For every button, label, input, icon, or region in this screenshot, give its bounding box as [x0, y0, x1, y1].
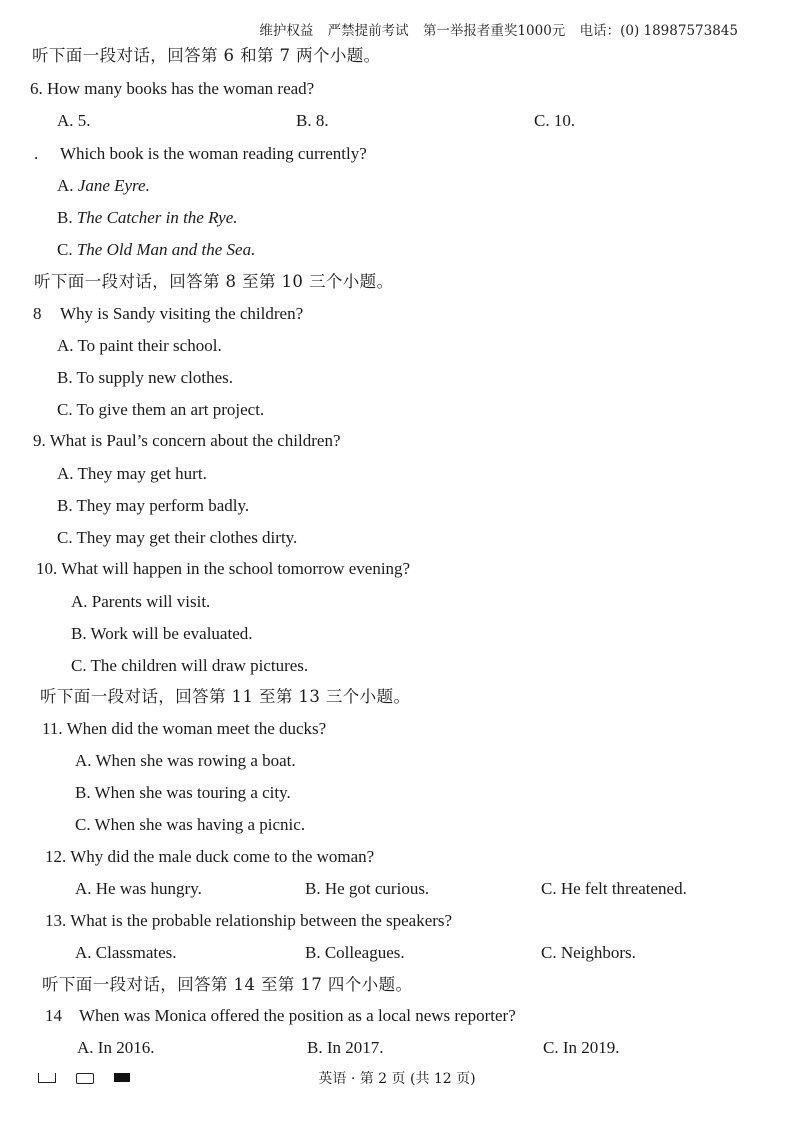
header-item: 严禁提前考试 [327, 23, 409, 39]
option-c: C. The children will draw pictures. [71, 656, 309, 675]
option-label: B. [57, 208, 73, 227]
option-a: A. He was hungry. [75, 879, 202, 898]
question-number: 8 [33, 304, 42, 323]
option-c: C. They may get their clothes dirty. [57, 528, 298, 547]
option-c [57, 240, 255, 260]
question-9 [33, 431, 341, 451]
option-a: A. Classmates. [75, 943, 177, 962]
question-text: What is the probable relationship between the speakers? [70, 911, 453, 930]
option-b: B. In 2017. [307, 1038, 384, 1057]
question-14 [45, 1006, 516, 1026]
question-text: When did the woman meet the ducks? [66, 719, 327, 738]
option-a: A. In 2016. [77, 1038, 155, 1057]
question-text: Which book is the woman reading currently? [59, 144, 367, 163]
question-number: 12. [45, 847, 67, 866]
header-item: 维护权益 [259, 23, 314, 39]
page-header [249, 19, 738, 39]
option-b: B. They may perform badly. [57, 496, 250, 515]
question-number: 10. [36, 559, 58, 578]
option-c: C. Neighbors. [541, 943, 636, 962]
header-item: 电话：(0) 18987573845 [579, 23, 738, 39]
question-text: Why did the male duck come to the woman? [70, 847, 375, 866]
question-number: 9. [33, 431, 46, 450]
option-c: C. When she was having a picnic. [75, 815, 306, 834]
option-a: A. To paint their school. [57, 336, 222, 355]
option-c: C. He felt threatened. [541, 879, 687, 898]
question-text: What is Paul’s concern about the children? [49, 431, 341, 450]
option-b: B. When she was touring a city. [75, 783, 291, 802]
option-text: Jane Eyre. [77, 176, 150, 195]
question-number: . [34, 144, 39, 163]
option-b: B. To supply new clothes. [57, 368, 234, 387]
section-instruction: 听下面一段对话，回答第 11 至第 13 三个小题。 [40, 687, 411, 706]
question-12 [45, 847, 374, 867]
option-a: A. 5. [57, 111, 91, 130]
section-instruction: 听下面一段对话，回答第 8 至第 10 三个小题。 [34, 272, 394, 291]
option-c: C. To give them an art project. [57, 400, 265, 419]
option-a: A. When she was rowing a boat. [75, 751, 296, 770]
option-label: A. [57, 176, 74, 195]
option-b: B. He got curious. [305, 879, 430, 898]
option-b [57, 208, 238, 228]
question-8 [33, 304, 303, 324]
question-7 [34, 144, 367, 164]
question-number: 14 [45, 1006, 62, 1025]
option-b: B. Colleagues. [305, 943, 405, 962]
question-10 [36, 559, 410, 579]
question-6 [30, 79, 314, 99]
question-number: 13. [45, 911, 67, 930]
option-b: B. Work will be evaluated. [71, 624, 253, 643]
question-11 [42, 719, 326, 739]
question-text: What will happen in the school tomorrow evening? [61, 559, 411, 578]
question-number: 11. [42, 719, 63, 738]
option-c: C. In 2019. [543, 1038, 620, 1057]
section-instruction: 听下面一段对话，回答第 14 至第 17 四个小题。 [42, 975, 413, 994]
option-a [57, 176, 150, 196]
option-c: C. 10. [534, 111, 576, 130]
option-text: The Catcher in the Rye. [76, 208, 238, 227]
question-text: How many books has the woman read? [47, 79, 315, 98]
question-13 [45, 911, 452, 931]
page-footer: 英语 · 第 2 页 (共 12 页) [318, 1071, 476, 1087]
section-instruction: 听下面一段对话，回答第 6 和第 7 两个小题。 [32, 46, 381, 65]
question-text: When was Monica offered the position as a local news reporter? [78, 1006, 516, 1025]
option-b: B. 8. [296, 111, 329, 130]
question-number: 6. [30, 79, 43, 98]
header-item: 第一举报者重奖1000元 [422, 23, 566, 39]
question-text: Why is Sandy visiting the children? [59, 304, 304, 323]
option-a: A. They may get hurt. [57, 464, 207, 483]
option-label: C. [57, 240, 73, 259]
option-a: A. Parents will visit. [71, 592, 211, 611]
option-text: The Old Man and the Sea. [76, 240, 256, 259]
